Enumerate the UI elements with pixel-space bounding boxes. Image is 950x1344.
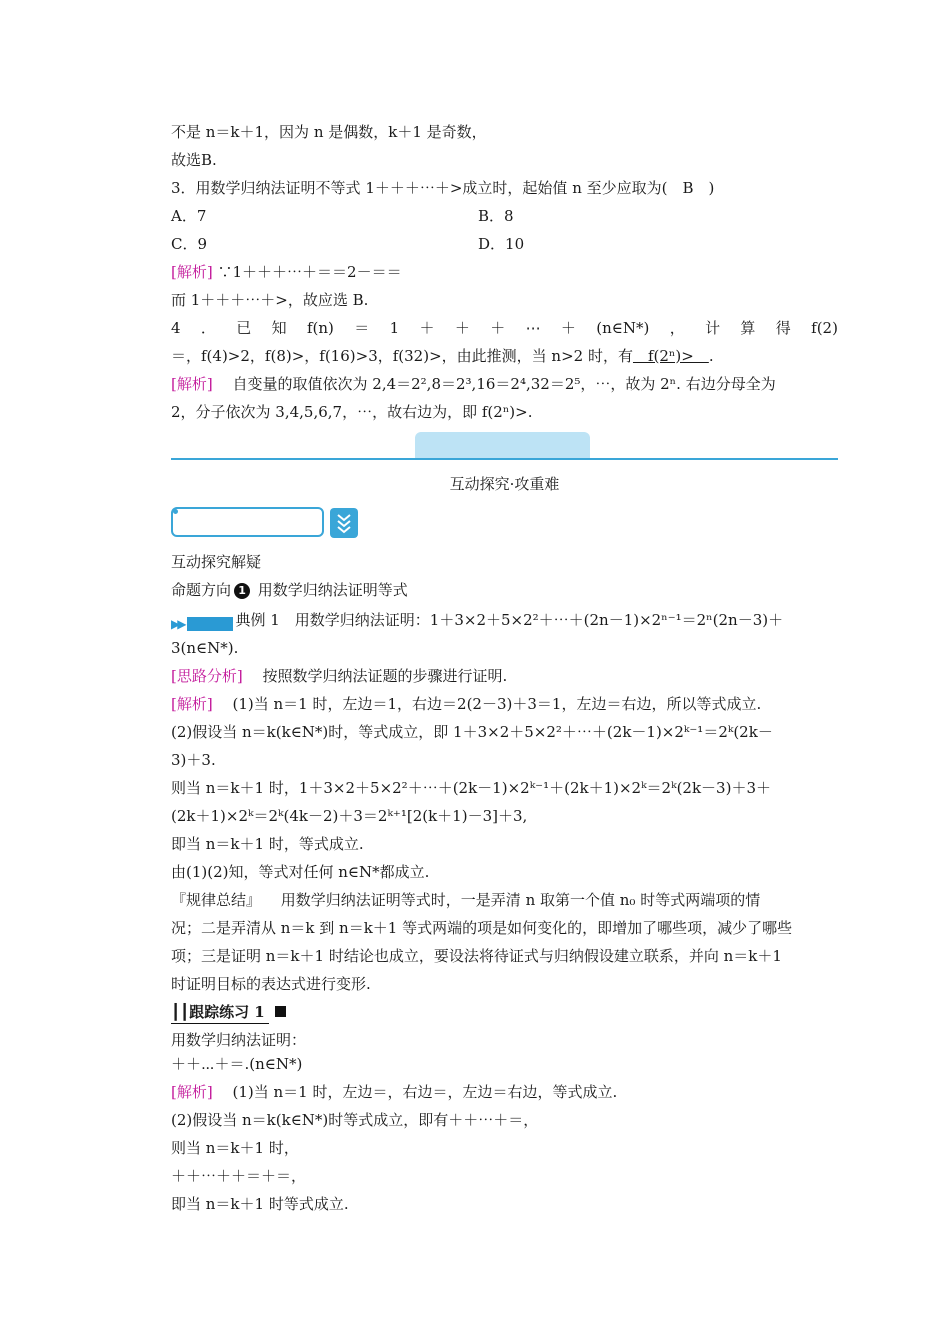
q4-word: ＋ <box>419 319 435 337</box>
track-practice-mark: ┃┃跟踪练习 1 <box>171 1003 269 1021</box>
q4-text: ＝，f(4)>2，f(8)>，f(16)>3，f(32)>，由此推测，当 n>2 时，有 <box>171 347 633 365</box>
q4-word: ＋ <box>454 319 470 337</box>
question-4-line-1 <box>171 317 838 339</box>
text-line: 项；三是证明 n＝k＋1 时结论也成立，要设法将待证式与归纳假设建立联系，并向 n＝k＋1 <box>171 947 782 965</box>
option-b: B．8 <box>478 207 514 225</box>
direction-text: 用数学归纳法证明等式 <box>257 581 408 599</box>
text-line: 故选B. <box>171 151 217 169</box>
number-1-circle-icon: 1 <box>234 583 250 599</box>
question-3-stem: 3．用数学归纳法证明不等式 1＋＋＋⋯＋>成立时，起始值 n 至少应取为( B ) <box>171 179 715 197</box>
q4-word: ． <box>200 319 216 337</box>
q4-word: ＋ <box>490 319 506 337</box>
heading-box-dot <box>173 509 178 514</box>
q4-word: f(2) <box>811 319 838 337</box>
text-line: (2)假设当 n＝k(k∈N*)时等式成立，即有＋＋⋯＋＝， <box>171 1111 539 1129</box>
text-line: 则当 n＝k＋1 时，1＋3×2＋5×2²＋⋯＋(2k－1)×2ᵏ⁻¹＋(2k＋1)×2ᵏ＝2ᵏ(2k－3)＋3＋ <box>171 779 771 797</box>
q4-word: ⋯ <box>525 319 541 337</box>
direction-heading <box>171 579 838 601</box>
text-line: 2，分子依次为 3,4,5,6,7，⋯，故右边为，即 f(2ⁿ)>. <box>171 403 533 421</box>
question-4-line-2 <box>171 345 838 367</box>
q4-word: 1 <box>389 319 400 337</box>
track-analysis-line <box>171 1081 838 1103</box>
black-square-icon <box>275 1006 286 1017</box>
analysis-text: 自变量的取值依次为 2,4＝2²,8＝2³,16＝2⁴,32＝2⁵，⋯，故为 2ⁿ. 右边分母全为 <box>217 375 776 393</box>
track-practice-label: 跟踪练习 1 <box>189 1003 265 1021</box>
q4-word: (n∈N*) <box>596 319 650 337</box>
example-label: 典例 1 <box>235 611 280 629</box>
q4-word: f(n) <box>306 319 334 337</box>
text-line: 即当 n＝k＋1 时，等式成立. <box>171 835 364 853</box>
text-line: 不是 n＝k＋1，因为 n 是偶数，k＋1 是奇数， <box>171 123 487 141</box>
q4-text-end: . <box>708 347 714 365</box>
example-badge-icon: ▶▶ <box>171 613 233 635</box>
section-divider <box>171 458 838 460</box>
text-line: 由(1)(2)知，等式对任何 n∈N*都成立. <box>171 863 430 881</box>
subheading: 互动探究解疑 <box>171 553 262 571</box>
q4-word: 4 <box>171 319 181 337</box>
answer-blank: f(2ⁿ)> <box>632 347 709 365</box>
analysis-text: (1)当 n＝1 时，左边＝，右边＝，左边＝右边，等式成立. <box>217 1083 618 1101</box>
q4-word: 算 <box>740 319 756 337</box>
text-line: ＋＋⋯＋＝.(n∈N*) <box>171 1055 303 1073</box>
text-line: 3)＋3. <box>171 751 216 769</box>
text-line: 则当 n＝k＋1 时， <box>171 1139 299 1157</box>
question-3-analysis-line <box>171 261 838 283</box>
q4-word: ＝ <box>354 319 370 337</box>
text-line: 况；二是弄清从 n＝k 到 n＝k＋1 等式两端的项是如何变化的，即增加了哪些项，减少了哪些 <box>171 919 793 937</box>
example-text: 用数学归纳法证明：1＋3×2＋5×2²＋⋯＋(2n－1)×2ⁿ⁻¹＝2ⁿ(2n－3)＋ <box>279 611 784 629</box>
analysis-tag: [解析] <box>171 1083 213 1101</box>
q4-word: ＋ <box>560 319 576 337</box>
option-d: D．10 <box>478 235 525 253</box>
chevron-down-icon <box>330 508 358 538</box>
text-line: 而 1＋＋＋⋯＋>，故应选 B. <box>171 291 369 309</box>
text-line: (2)假设当 n＝k(k∈N*)时，等式成立，即 1＋3×2＋5×2²＋⋯＋(2k－1)×2ᵏ⁻¹＝2ᵏ(2k－ <box>171 723 773 741</box>
section-tab <box>415 432 590 459</box>
idea-tag: [思路分析] <box>171 667 243 685</box>
rule-summary-line <box>171 889 838 911</box>
analysis-tag: [解析] <box>171 263 213 281</box>
text-line: (2k＋1)×2ᵏ＝2ᵏ(4k－2)＋3＝2ᵏ⁺¹[2(k＋1)－3]＋3, <box>171 807 528 825</box>
heading-box <box>171 507 324 537</box>
q4-word: 已 <box>236 319 252 337</box>
q4-word: 得 <box>775 319 791 337</box>
track-practice-heading <box>171 1001 838 1023</box>
idea-line <box>171 665 838 687</box>
analysis-text: ∵1＋＋＋⋯＋＝＝2－＝＝ <box>217 263 402 281</box>
idea-text: 按照数学归纳法证题的步骤进行证明. <box>247 667 508 685</box>
direction-prefix: 命题方向 <box>171 581 232 599</box>
q4-word: ， <box>669 319 685 337</box>
analysis-tag: [解析] <box>171 375 213 393</box>
q4-word: 计 <box>705 319 721 337</box>
question-4-analysis-line <box>171 373 838 395</box>
q4-word: 知 <box>271 319 287 337</box>
question-3-options-row-1 <box>171 205 838 227</box>
rule-tag: 『规律总结』 <box>171 891 262 909</box>
option-c: C．9 <box>171 235 208 253</box>
text-line: 3(n∈N*). <box>171 639 239 657</box>
text-line: 用数学归纳法证明： <box>171 1031 307 1049</box>
solution-line <box>171 693 838 715</box>
example-line <box>171 609 838 631</box>
question-3-options-row-2 <box>171 233 838 255</box>
option-a: A．7 <box>171 207 207 225</box>
rule-text: 用数学归纳法证明等式时，一是弄清 n 取第一个值 n₀ 时等式两端项的情 <box>265 891 761 909</box>
analysis-tag: [解析] <box>171 695 213 713</box>
text-line: 即当 n＝k＋1 时等式成立. <box>171 1195 349 1213</box>
text-line: 时证明目标的表达式进行变形. <box>171 975 371 993</box>
section-title: 互动探究·攻重难 <box>449 475 560 493</box>
analysis-text: (1)当 n＝1 时，左边＝1，右边＝2(2－3)＋3＝1，左边＝右边，所以等式成立. <box>217 695 762 713</box>
text-line: ＋＋⋯＋＋＝＋＝， <box>171 1167 307 1185</box>
